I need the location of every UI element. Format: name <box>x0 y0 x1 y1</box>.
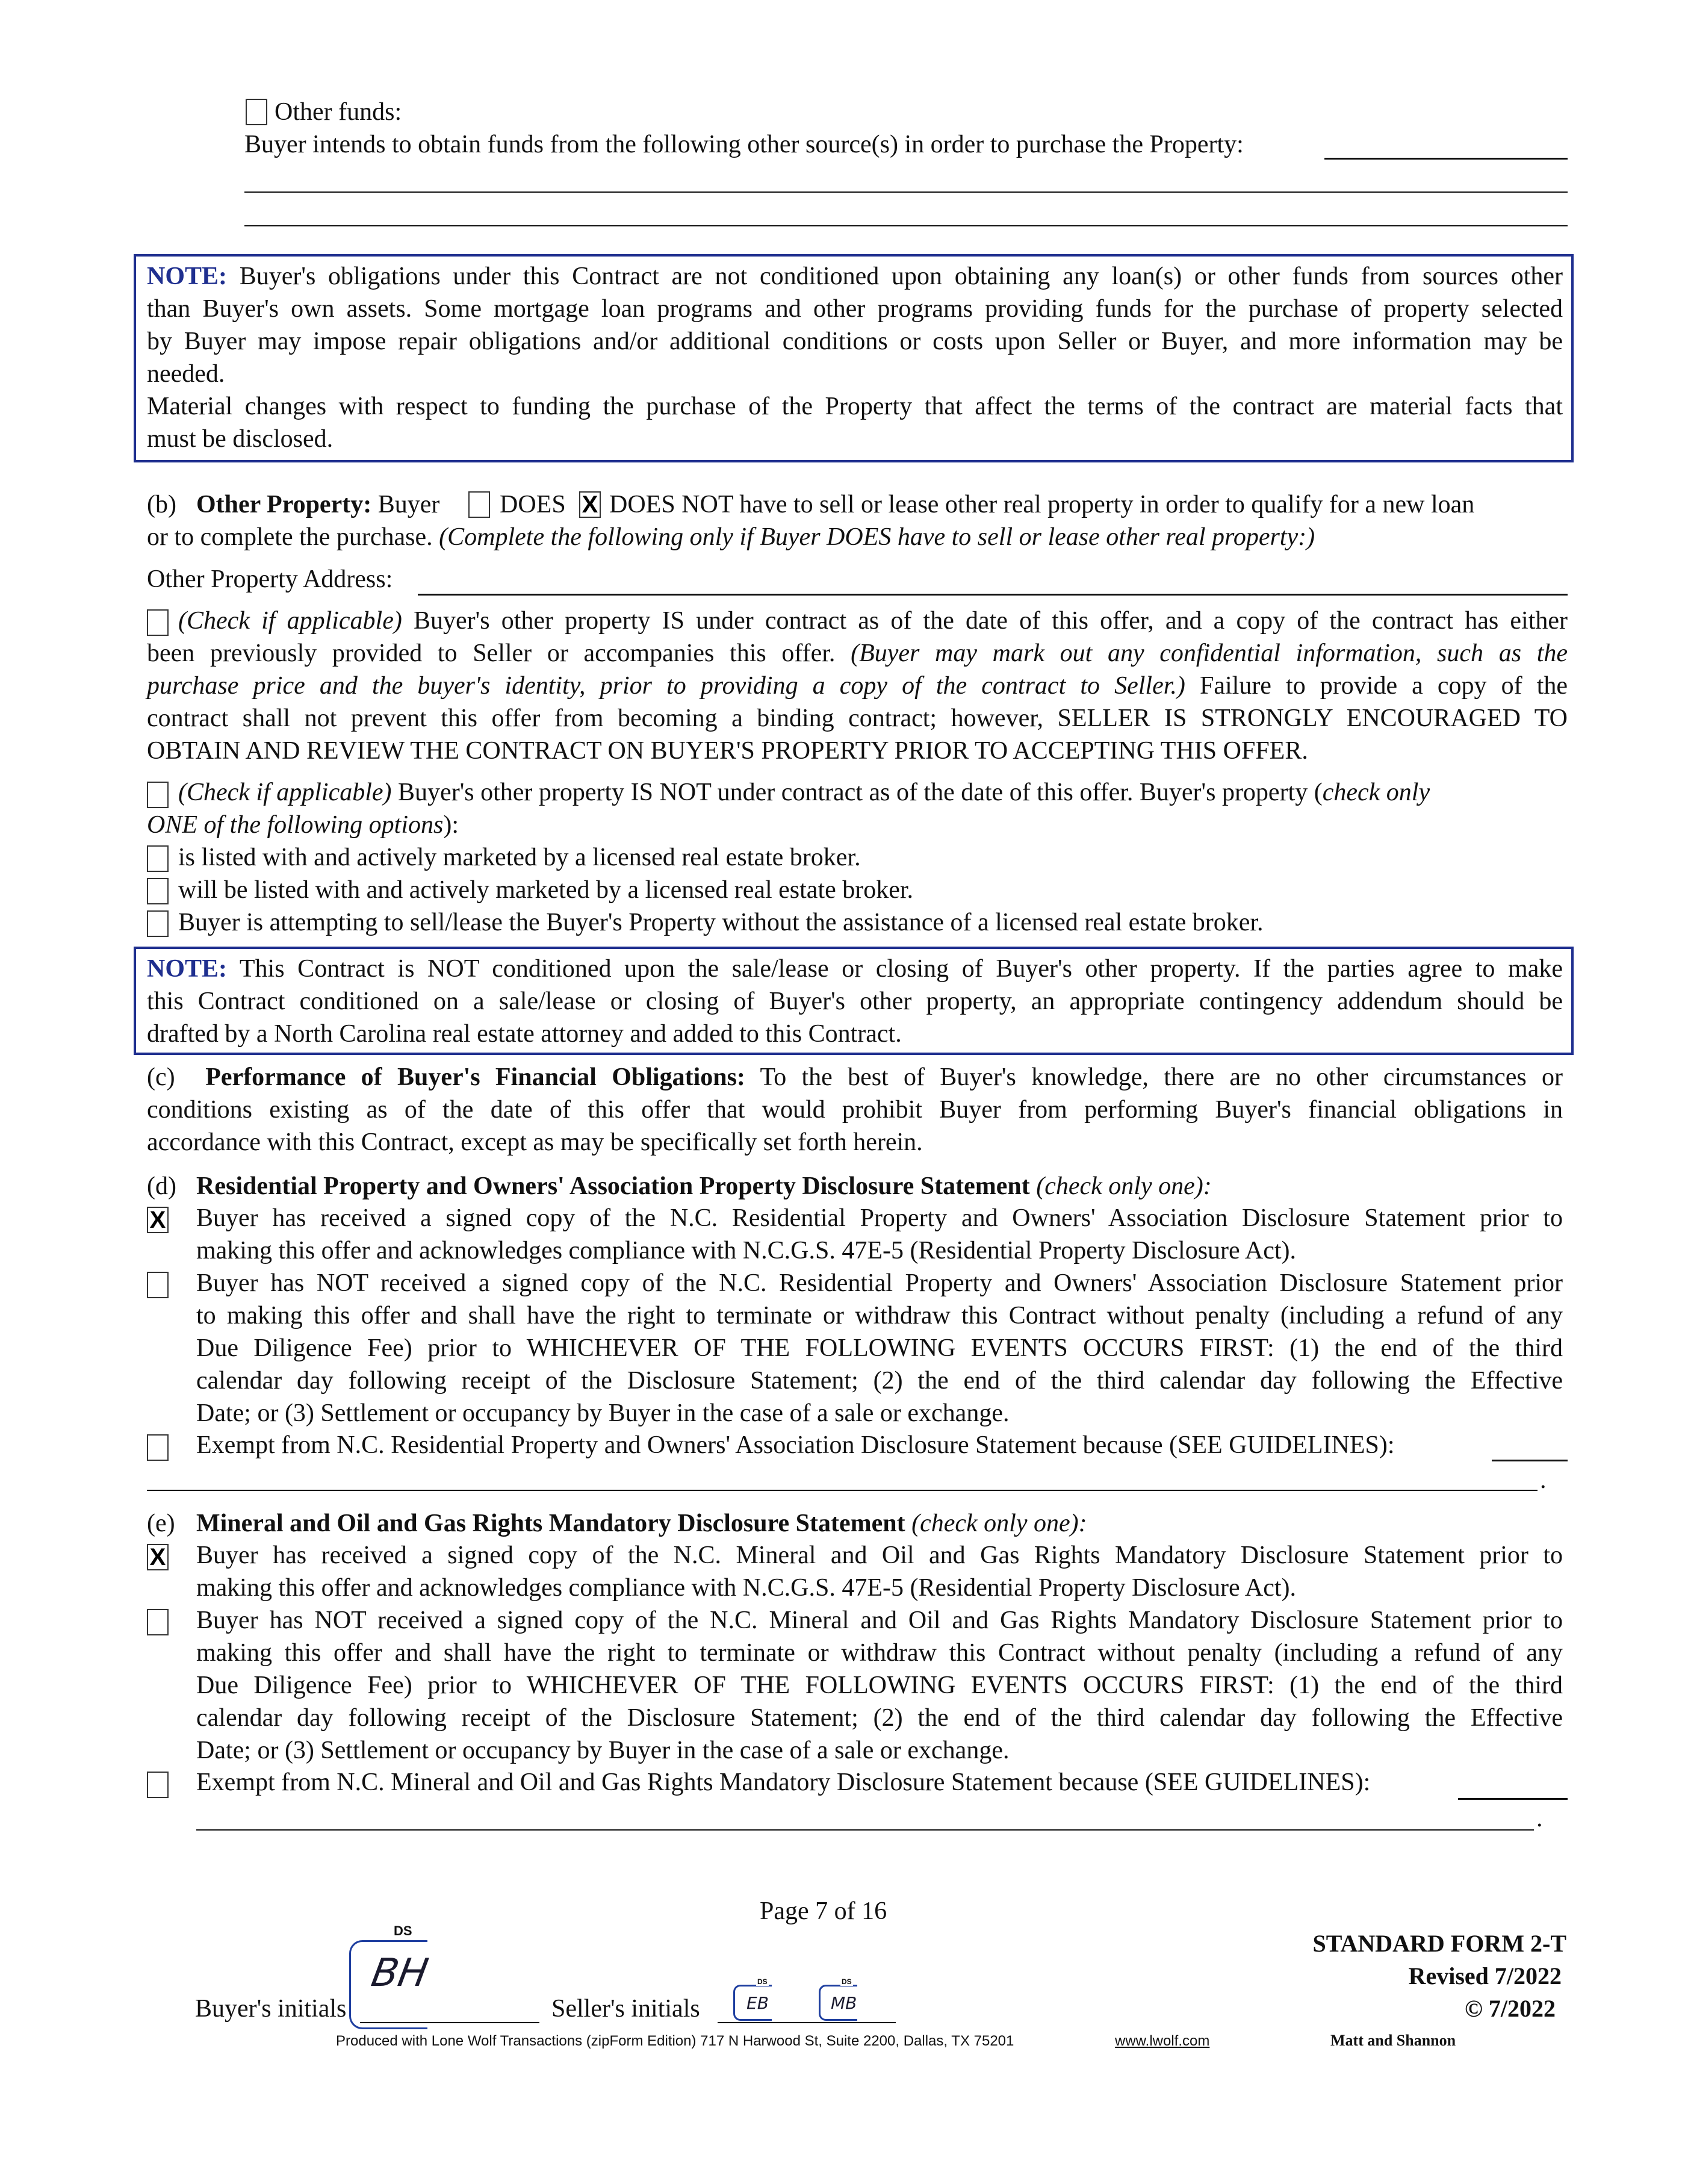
section-d-opt2-checkbox[interactable] <box>147 1272 169 1298</box>
section-d-opt2-line: Due Diligence Fee) prior to WHICHEVER OF THE FOLLOWING EVENTS OCCURS FIRST: (1) the end of the third <box>196 1334 1563 1362</box>
section-e-exempt-reason-line-1[interactable] <box>1458 1798 1568 1800</box>
section-d-opt2-line: Date; or (3) Settlement or occupancy by Buyer in the case of a sale or exchange. <box>196 1399 1010 1427</box>
section-b-buyer-word: Buyer <box>377 491 440 518</box>
not-under-contract-line2 <box>147 809 459 841</box>
note-sale-line: this Contract conditioned on a sale/lease or closing of Buyer's other property, an appropriate contingency addendum should be <box>147 988 1563 1015</box>
section-e-opt2-line: Due Diligence Fee) prior to WHICHEVER OF THE FOLLOWING EVENTS OCCURS FIRST: (1) the end of the third <box>196 1672 1563 1699</box>
section-d-opt2-text <box>196 1267 1563 1430</box>
section-c-title: Performance of Buyer's Financial Obligations: <box>205 1063 745 1091</box>
other-funds-source-line-3[interactable] <box>244 225 1568 226</box>
section-b-line2-italic: (Complete the following only if Buyer DOES have to sell or lease other real property:) <box>439 523 1315 551</box>
section-d-period: . <box>1540 1466 1547 1494</box>
other-property-address-label: Other Property Address: <box>147 565 393 593</box>
not-under-contract-line1-italic: check only <box>1322 779 1430 806</box>
option-self-sale-checkbox[interactable] <box>147 910 169 937</box>
section-e-opt2-line: Buyer has NOT received a signed copy of the N.C. Mineral and Oil and Gas Rights Mandatory Disclosure Statement prior to <box>196 1607 1563 1634</box>
form-copyright: © 7/2022 <box>1465 1995 1556 2022</box>
other-funds-label: Other funds: <box>275 98 402 126</box>
section-e-opt2-text <box>196 1604 1563 1767</box>
section-b-does-not-text: DOES NOT <box>609 491 733 518</box>
not-under-contract-applicable: (Check if applicable) <box>178 779 392 806</box>
other-funds-checkbox[interactable] <box>246 99 267 125</box>
section-e-opt2-line: calendar day following receipt of the Disclosure Statement; (2) the end of the third calendar day following the Effective <box>196 1704 1563 1732</box>
note-funding-text <box>147 260 1563 455</box>
seller1-initials-signature: EB <box>746 1993 769 2013</box>
section-d-hint: (check only one): <box>1036 1172 1212 1200</box>
section-e-opt3-checkbox[interactable] <box>147 1772 169 1798</box>
section-e-opt1-line: making this offer and acknowledges compliance with N.C.G.S. 47E-5 (Residential Property Disclosure Act). <box>196 1574 1296 1602</box>
note-funding-line: Material changes with respect to funding the purchase of the Property that affect the terms of the contract are material facts that <box>147 393 1563 420</box>
under-contract-text <box>147 605 1568 767</box>
section-b-title <box>196 489 439 520</box>
section-c-line: conditions existing as of the date of this offer that would prohibit Buyer from performing Buyer's financial obligations in <box>147 1096 1563 1124</box>
section-d-letter: (d) <box>147 1172 176 1200</box>
note-sale-line: drafted by a North Carolina real estate attorney and added to this Contract. <box>147 1020 902 1048</box>
section-b-line1-rest: have to sell or lease other real property in order to qualify for a new loan <box>739 491 1475 518</box>
section-e-opt1-line: Buyer has received a signed copy of the N.C. Mineral and Oil and Gas Rights Mandatory Disclosure Statement prior to <box>196 1542 1563 1569</box>
note-funding-label: NOTE: <box>147 263 228 290</box>
section-d-opt3-label: Exempt from N.C. Residential Property and Owners' Association Disclosure Statement because (SEE GUIDELINES): <box>196 1431 1395 1459</box>
section-e-opt1-checkbox[interactable] <box>147 1544 169 1570</box>
section-e-opt1-text <box>196 1539 1563 1604</box>
under-contract-line-italic: (Buyer may mark out any confidential information, such as the <box>851 639 1568 667</box>
seller2-initials-signature: MB <box>831 1993 857 2013</box>
client-name: Matt and Shannon <box>1330 2032 1456 2049</box>
section-e-opt2-line: Date; or (3) Settlement or occupancy by Buyer in the case of a sale or exchange. <box>196 1737 1010 1764</box>
seller-initials-label: Seller's initials <box>551 1995 700 2023</box>
section-e-heading <box>196 1508 1087 1539</box>
under-contract-line: Failure to provide a copy of the <box>1199 672 1568 700</box>
form-name: STANDARD FORM 2-T <box>1312 1930 1566 1957</box>
section-b-line2 <box>147 521 1315 553</box>
section-c <box>147 1061 1563 1159</box>
note-sale-line: This Contract is NOT conditioned upon the sale/lease or closing of Buyer's other property. If the parties agree to make <box>239 955 1563 983</box>
under-contract-line: been previously provided to Seller or accompanies this offer. <box>147 639 836 667</box>
option-self-sale-label: Buyer is attempting to sell/lease the Buyer's Property without the assistance of a licensed real estate broker. <box>178 909 1264 936</box>
section-e-hint: (check only one): <box>911 1510 1087 1537</box>
section-e-opt3-label: Exempt from N.C. Mineral and Oil and Gas Rights Mandatory Disclosure Statement because (SEE GUIDELINES): <box>196 1769 1371 1796</box>
section-e-exempt-reason-line-2[interactable] <box>196 1829 1534 1831</box>
section-b-does-label: DOES <box>500 491 566 518</box>
section-c-line: accordance with this Contract, except as may be specifically set forth herein. <box>147 1128 923 1156</box>
section-b-does-checkbox[interactable] <box>468 491 490 518</box>
seller-initials-line[interactable] <box>718 2022 896 2023</box>
note-funding-line: than Buyer's own assets. Some mortgage loan programs and other programs providing funds for the purchase of property selected <box>147 295 1563 323</box>
section-b-does-not-label <box>609 489 1474 520</box>
section-e-letter: (e) <box>147 1510 175 1537</box>
note-funding-line: by Buyer may impose repair obligations and/or additional conditions or costs upon Seller or Buyer, and more information may be <box>147 328 1563 355</box>
other-property-address-field[interactable] <box>418 594 1568 596</box>
under-contract-line: OBTAIN AND REVIEW THE CONTRACT ON BUYER'S PROPERTY PRIOR TO ACCEPTING THIS OFFER. <box>147 737 1308 765</box>
option-listed-label: is listed with and actively marketed by a licensed real estate broker. <box>178 844 861 871</box>
section-b-does-not-checkbox[interactable] <box>579 491 601 518</box>
note-funding-line: needed. <box>147 360 225 388</box>
not-under-contract-line2-plain: ): <box>443 811 459 839</box>
page-number: Page 7 of 16 <box>760 1897 887 1925</box>
not-under-contract-line1-plain: Buyer's other property IS NOT under contract as of the date of this offer. Buyer's property ( <box>398 779 1323 806</box>
section-d-exempt-reason-line-2[interactable] <box>147 1490 1538 1491</box>
section-d-opt1-line: making this offer and acknowledges compliance with N.C.G.S. 47E-5 (Residential Property Disclosure Act). <box>196 1237 1296 1265</box>
form-revised: Revised 7/2022 <box>1408 1962 1562 1990</box>
note-funding-line: Buyer's obligations under this Contract are not conditioned upon obtaining any loan(s) or other funds from sources other <box>239 263 1563 290</box>
buyer-initials-label: Buyer's initials <box>195 1995 347 2023</box>
section-d-title: Residential Property and Owners' Association Property Disclosure Statement <box>196 1172 1030 1200</box>
section-d-opt3-checkbox[interactable] <box>147 1434 169 1461</box>
not-under-contract-checkbox[interactable] <box>147 782 169 808</box>
under-contract-line: Buyer's other property IS under contract as of the date of this offer, and a copy of the contract has either <box>414 607 1568 635</box>
other-funds-intent-text: Buyer intends to obtain funds from the following other source(s) in order to purchase the Property: <box>244 131 1244 158</box>
not-under-contract-line2-italic: ONE of the following options <box>147 811 444 839</box>
buyer-ds-tag: DS <box>391 1923 415 1939</box>
seller2-ds-tag: DS <box>842 1977 852 1986</box>
section-d-opt1-text <box>196 1202 1563 1267</box>
section-e-period: . <box>1536 1805 1543 1832</box>
under-contract-line-italic: purchase price and the buyer's identity, prior to providing a copy of the contract to Seller.) <box>147 672 1185 700</box>
section-e-opt2-line: making this offer and shall have the right to terminate or withdraw this Contract without penalty (including a refund of any <box>196 1639 1563 1667</box>
seller1-ds-tag: DS <box>757 1977 768 1986</box>
section-e-opt2-checkbox[interactable] <box>147 1609 169 1635</box>
section-d-opt1-checkbox[interactable] <box>147 1207 169 1233</box>
other-funds-source-line-1[interactable] <box>1324 158 1568 160</box>
note-funding-line: must be disclosed. <box>147 425 334 453</box>
section-d-opt2-line: to making this offer and shall have the right to terminate or withdraw this Contract without penalty (including a refund of any <box>196 1302 1563 1330</box>
note-sale-label: NOTE: <box>147 955 228 983</box>
not-under-contract-line1 <box>178 777 1430 808</box>
under-contract-line: contract shall not prevent this offer from becoming a binding contract; however, SELLER IS STRONGLY ENCOURAGED TO <box>147 705 1568 732</box>
section-d-opt2-line: calendar day following receipt of the Disclosure Statement; (2) the end of the third calendar day following the Effective <box>196 1367 1563 1395</box>
note-sale-text <box>147 953 1563 1050</box>
section-c-line: To the best of Buyer's knowledge, there are no other circumstances or <box>760 1063 1563 1091</box>
buyer-initials-signature: BH <box>368 1951 432 1996</box>
section-b-line2-plain: or to complete the purchase. <box>147 523 433 551</box>
section-d-exempt-reason-line-1[interactable] <box>1492 1460 1568 1461</box>
option-listed-checkbox[interactable] <box>147 845 169 872</box>
section-d-opt2-line: Buyer has NOT received a signed copy of the N.C. Residential Property and Owners' Association Disclosure Statement prior <box>196 1269 1563 1297</box>
section-b-letter: (b) <box>147 491 176 518</box>
under-contract-applicable: (Check if applicable) <box>178 607 402 635</box>
section-b-title-text: Other Property: <box>196 491 372 518</box>
option-will-be-listed-checkbox[interactable] <box>147 878 169 904</box>
section-d-heading <box>196 1171 1212 1202</box>
section-c-letter: (c) <box>147 1063 175 1091</box>
produced-with-text: Produced with Lone Wolf Transactions (zipForm Edition) 717 N Harwood St, Suite 2200, Dallas, TX 75201 <box>336 2033 1014 2049</box>
lwolf-link[interactable]: www.lwolf.com <box>1115 2033 1210 2049</box>
other-funds-source-line-2[interactable] <box>244 191 1568 193</box>
section-d-opt1-line: Buyer has received a signed copy of the N.C. Residential Property and Owners' Association Disclosure Statement prior to <box>196 1204 1563 1232</box>
option-will-be-listed-label: will be listed with and actively marketed by a licensed real estate broker. <box>178 876 914 904</box>
section-e-title: Mineral and Oil and Gas Rights Mandatory Disclosure Statement <box>196 1510 905 1537</box>
